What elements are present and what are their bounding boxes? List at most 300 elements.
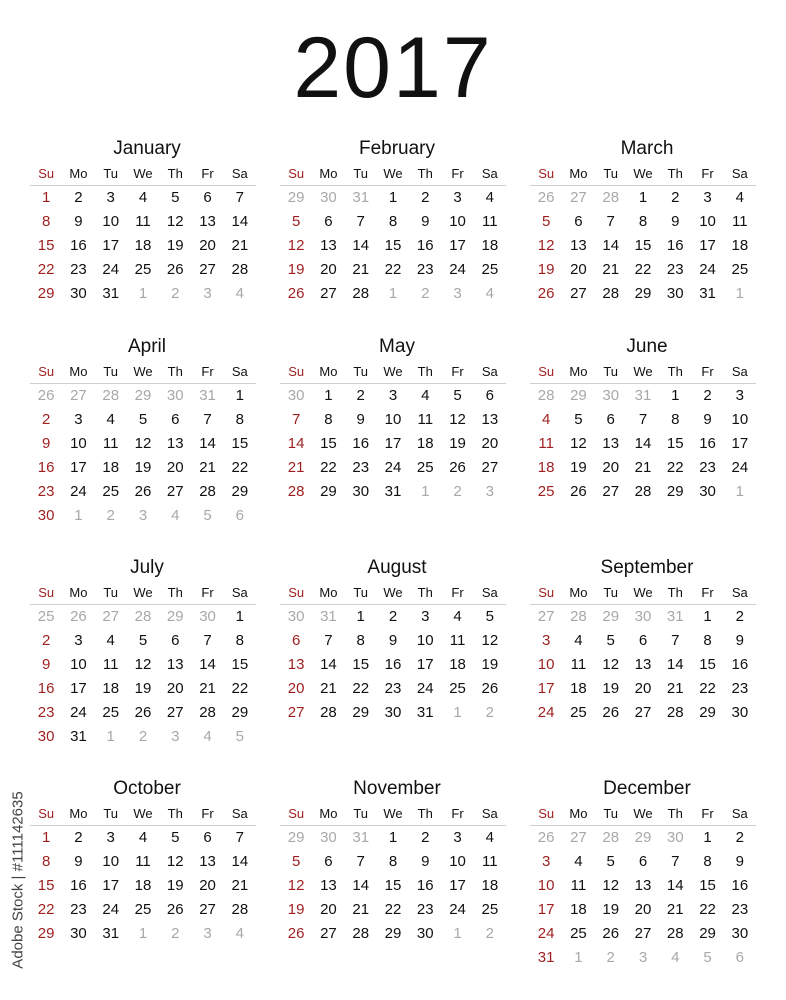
- day-cell: 25: [102, 483, 120, 500]
- day-cell: 28: [602, 285, 620, 302]
- day-cell: 10: [537, 877, 555, 894]
- month-april: [30, 334, 256, 528]
- day-cell: 6: [203, 829, 212, 846]
- day-cell: 7: [203, 411, 212, 428]
- day-cell: 1: [388, 189, 398, 206]
- week-row: [280, 210, 506, 234]
- week-row: [280, 432, 506, 456]
- day-cell: 25: [134, 261, 152, 278]
- weekday-header: [30, 581, 256, 605]
- day-cell: 5: [574, 411, 583, 428]
- day-cell: 4: [106, 632, 115, 649]
- day-cell: 9: [74, 213, 83, 230]
- weekday-header: [530, 360, 756, 384]
- weekday-label: Su: [288, 585, 305, 600]
- adjacent-month-day: 29: [602, 608, 620, 625]
- day-cell: 21: [199, 680, 216, 697]
- day-cell: 16: [70, 237, 87, 254]
- week-row: [30, 480, 256, 504]
- day-cell: 2: [671, 189, 680, 206]
- weekday-label: Su: [288, 364, 305, 379]
- day-cell: 2: [703, 387, 712, 404]
- weekday-header: [530, 581, 756, 605]
- weekday-label: Th: [417, 806, 433, 821]
- adjacent-month-day: 4: [671, 949, 680, 966]
- day-cell: 12: [134, 656, 152, 673]
- day-cell: 25: [537, 483, 555, 500]
- day-cell: 29: [231, 483, 249, 500]
- week-row: [30, 605, 256, 629]
- day-cell: 24: [102, 261, 120, 278]
- day-cell: 19: [166, 237, 184, 254]
- day-cell: 18: [102, 459, 120, 476]
- day-cell: 27: [320, 925, 337, 942]
- weekday-label: Tu: [103, 166, 119, 181]
- day-cell: 20: [320, 901, 337, 918]
- day-cell: 7: [671, 853, 680, 870]
- day-cell: 7: [671, 632, 680, 649]
- weekday-label: Tu: [353, 364, 369, 379]
- week-row: [30, 874, 256, 898]
- adjacent-month-day: 29: [287, 189, 305, 206]
- weekday-label: Fr: [451, 166, 464, 181]
- week-row: [280, 629, 506, 653]
- weekday-label: Su: [538, 166, 555, 181]
- adjacent-month-day: 5: [235, 728, 244, 745]
- week-row: [530, 186, 756, 210]
- weekday-label: Tu: [103, 364, 119, 379]
- day-cell: 19: [287, 901, 305, 918]
- day-cell: 13: [166, 435, 184, 452]
- day-cell: 6: [606, 411, 615, 428]
- day-cell: 5: [171, 189, 180, 206]
- day-cell: 28: [231, 261, 249, 278]
- weekday-label: Mo: [319, 585, 338, 600]
- adjacent-month-day: 31: [320, 608, 337, 625]
- weekday-label: Mo: [69, 166, 88, 181]
- day-cell: 29: [699, 925, 716, 942]
- day-cell: 3: [74, 411, 83, 428]
- day-cell: 28: [666, 925, 684, 942]
- day-cell: 22: [320, 459, 337, 476]
- adjacent-month-day: 29: [287, 829, 305, 846]
- adjacent-month-day: 27: [70, 387, 87, 404]
- day-cell: 20: [570, 261, 587, 278]
- day-cell: 21: [231, 877, 249, 894]
- day-cell: 7: [203, 632, 212, 649]
- weekday-label: We: [633, 585, 653, 600]
- day-cell: 29: [320, 483, 337, 500]
- week-row: [280, 605, 506, 629]
- adjacent-month-day: 28: [134, 608, 152, 625]
- day-cell: 21: [352, 901, 370, 918]
- day-cell: 26: [481, 680, 499, 697]
- day-cell: 13: [602, 435, 620, 452]
- day-cell: 15: [352, 656, 370, 673]
- day-cell: 22: [37, 901, 55, 918]
- day-cell: 16: [37, 459, 55, 476]
- adjacent-month-day: 2: [453, 483, 462, 500]
- day-cell: 26: [570, 483, 587, 500]
- day-cell: 10: [70, 656, 87, 673]
- day-cell: 17: [449, 877, 466, 894]
- day-cell: 11: [538, 435, 554, 452]
- weekday-label: Tu: [103, 585, 119, 600]
- adjacent-month-day: 2: [421, 285, 430, 302]
- day-cell: 19: [570, 459, 587, 476]
- adjacent-month-day: 29: [570, 387, 587, 404]
- adjacent-month-day: 1: [453, 925, 462, 942]
- adjacent-month-day: 3: [638, 949, 648, 966]
- day-cell: 2: [74, 189, 83, 206]
- day-cell: 26: [449, 459, 466, 476]
- adjacent-month-day: 2: [485, 925, 494, 942]
- month-march: [530, 136, 756, 306]
- day-cell: 8: [324, 411, 333, 428]
- day-cell: 3: [703, 189, 712, 206]
- adjacent-month-day: 3: [203, 925, 212, 942]
- week-row: [30, 258, 256, 282]
- weekday-header: [530, 162, 756, 186]
- month-january: [30, 136, 256, 306]
- day-cell: 9: [74, 853, 83, 870]
- weekday-label: Su: [38, 364, 55, 379]
- day-cell: 1: [671, 387, 680, 404]
- day-cell: 4: [574, 853, 583, 870]
- weekday-label: We: [383, 166, 403, 181]
- day-cell: 16: [731, 877, 749, 894]
- week-row: [30, 677, 256, 701]
- weekday-label: We: [633, 364, 653, 379]
- day-cell: 26: [602, 925, 620, 942]
- day-cell: 8: [235, 632, 244, 649]
- weekday-label: Sa: [231, 166, 248, 181]
- weekday-label: Mo: [69, 806, 88, 821]
- day-cell: 28: [320, 704, 337, 721]
- day-cell: 27: [199, 901, 216, 918]
- day-cell: 14: [666, 877, 684, 894]
- weekday-label: Th: [167, 364, 183, 379]
- month-february: [280, 136, 506, 306]
- day-cell: 26: [287, 925, 305, 942]
- weekday-label: Sa: [731, 585, 748, 600]
- day-cell: 18: [416, 435, 434, 452]
- day-cell: 11: [482, 213, 498, 230]
- day-cell: 13: [570, 237, 587, 254]
- month-name: February: [358, 138, 436, 159]
- day-cell: 31: [416, 704, 434, 721]
- day-cell: 29: [666, 483, 684, 500]
- week-row: [530, 874, 756, 898]
- watermark-text: Adobe Stock | #111142635: [9, 791, 27, 969]
- day-cell: 17: [102, 877, 120, 894]
- day-cell: 17: [449, 237, 466, 254]
- weekday-header: [530, 802, 756, 826]
- day-cell: 19: [537, 261, 555, 278]
- day-cell: 29: [384, 925, 402, 942]
- adjacent-month-day: 27: [570, 189, 587, 206]
- adjacent-month-day: 27: [537, 608, 555, 625]
- day-cell: 11: [135, 853, 151, 870]
- weekday-label: Mo: [319, 364, 338, 379]
- day-cell: 10: [70, 435, 87, 452]
- weekday-label: Th: [667, 166, 683, 181]
- day-cell: 29: [37, 285, 55, 302]
- week-row: [530, 898, 756, 922]
- adjacent-month-day: 2: [138, 728, 148, 745]
- day-cell: 14: [320, 656, 337, 673]
- day-cell: 13: [166, 656, 184, 673]
- adjacent-month-day: 26: [537, 189, 555, 206]
- day-cell: 24: [537, 704, 555, 721]
- day-cell: 15: [699, 877, 716, 894]
- day-cell: 16: [384, 656, 402, 673]
- adjacent-month-day: 3: [485, 483, 494, 500]
- week-row: [280, 850, 506, 874]
- day-cell: 10: [449, 853, 466, 870]
- week-row: [530, 480, 756, 504]
- day-cell: 1: [388, 829, 398, 846]
- day-cell: 26: [602, 704, 620, 721]
- day-cell: 28: [199, 704, 216, 721]
- adjacent-month-day: 30: [320, 829, 337, 846]
- day-cell: 28: [231, 901, 249, 918]
- day-cell: 30: [416, 925, 434, 942]
- day-cell: 6: [171, 411, 180, 428]
- adjacent-month-day: 26: [70, 608, 87, 625]
- day-cell: 1: [703, 608, 712, 625]
- month-name: April: [127, 336, 166, 357]
- day-cell: 22: [384, 901, 402, 918]
- weekday-label: Mo: [569, 585, 588, 600]
- day-cell: 8: [671, 411, 680, 428]
- weekday-label: We: [383, 806, 403, 821]
- weekday-label: Su: [288, 806, 305, 821]
- day-cell: 9: [671, 213, 680, 230]
- day-cell: 31: [102, 285, 120, 302]
- week-row: [280, 234, 506, 258]
- day-cell: 29: [352, 704, 370, 721]
- day-cell: 20: [634, 680, 652, 697]
- week-row: [280, 186, 506, 210]
- day-cell: 25: [416, 459, 434, 476]
- adjacent-month-day: 1: [574, 949, 583, 966]
- adjacent-month-day: 25: [37, 608, 55, 625]
- day-cell: 30: [37, 507, 55, 524]
- adjacent-month-day: 30: [666, 829, 684, 846]
- day-cell: 11: [732, 213, 748, 230]
- day-cell: 18: [481, 237, 499, 254]
- month-june: [530, 334, 756, 504]
- day-cell: 8: [388, 853, 398, 870]
- day-cell: 28: [287, 483, 305, 500]
- week-row: [280, 384, 506, 408]
- day-cell: 13: [481, 411, 499, 428]
- day-cell: 26: [166, 261, 184, 278]
- weekday-label: Mo: [569, 166, 588, 181]
- day-cell: 12: [166, 853, 184, 870]
- day-cell: 8: [235, 411, 244, 428]
- weekday-label: Fr: [451, 585, 464, 600]
- day-cell: 13: [320, 237, 337, 254]
- day-cell: 9: [356, 411, 365, 428]
- day-cell: 18: [537, 459, 555, 476]
- day-cell: 15: [384, 877, 402, 894]
- adjacent-month-day: 5: [703, 949, 712, 966]
- day-cell: 8: [703, 632, 712, 649]
- week-row: [30, 922, 256, 946]
- day-cell: 6: [203, 189, 212, 206]
- weekday-label: Fr: [701, 585, 714, 600]
- day-cell: 5: [453, 387, 462, 404]
- day-cell: 2: [74, 829, 83, 846]
- week-row: [30, 725, 256, 749]
- day-cell: 20: [166, 459, 184, 476]
- day-cell: 22: [231, 680, 249, 697]
- day-cell: 8: [41, 853, 51, 870]
- day-cell: 22: [37, 261, 55, 278]
- adjacent-month-day: 1: [138, 285, 148, 302]
- day-cell: 21: [602, 261, 620, 278]
- day-cell: 12: [166, 213, 184, 230]
- month-name: August: [367, 557, 427, 578]
- week-row: [30, 210, 256, 234]
- week-row: [280, 826, 506, 850]
- day-cell: 13: [320, 877, 337, 894]
- day-cell: 16: [416, 237, 434, 254]
- weekday-label: Sa: [481, 585, 498, 600]
- day-cell: 20: [602, 459, 620, 476]
- day-cell: 22: [384, 261, 402, 278]
- day-cell: 19: [134, 680, 152, 697]
- day-cell: 8: [703, 853, 712, 870]
- day-cell: 4: [138, 829, 148, 846]
- day-cell: 5: [485, 608, 494, 625]
- weekday-label: Tu: [353, 166, 369, 181]
- day-cell: 21: [287, 459, 305, 476]
- day-cell: 24: [699, 261, 716, 278]
- week-row: [280, 480, 506, 504]
- month-name: July: [130, 557, 164, 578]
- weekday-label: Fr: [451, 364, 464, 379]
- weekday-label: Th: [167, 166, 183, 181]
- weekday-label: Th: [417, 585, 433, 600]
- day-cell: 20: [199, 877, 216, 894]
- weekday-label: Tu: [603, 585, 619, 600]
- weekday-label: Fr: [701, 806, 714, 821]
- day-cell: 22: [352, 680, 370, 697]
- day-cell: 30: [70, 925, 87, 942]
- weekday-label: Mo: [69, 585, 88, 600]
- day-cell: 21: [199, 459, 216, 476]
- week-row: [30, 629, 256, 653]
- day-cell: 17: [731, 435, 749, 452]
- day-cell: 19: [449, 435, 466, 452]
- day-cell: 24: [731, 459, 749, 476]
- day-cell: 15: [384, 237, 402, 254]
- day-cell: 5: [291, 853, 301, 870]
- day-cell: 11: [570, 656, 587, 673]
- day-cell: 28: [634, 483, 652, 500]
- weekday-label: Tu: [603, 806, 619, 821]
- weekday-label: Tu: [103, 806, 119, 821]
- day-cell: 15: [634, 237, 652, 254]
- day-cell: 19: [287, 261, 305, 278]
- day-cell: 26: [166, 901, 184, 918]
- week-row: [530, 677, 756, 701]
- month-name: September: [600, 557, 694, 578]
- day-cell: 27: [570, 285, 587, 302]
- adjacent-month-day: 26: [37, 387, 55, 404]
- day-cell: 27: [602, 483, 620, 500]
- weekday-label: Su: [38, 806, 55, 821]
- adjacent-month-day: 30: [287, 608, 305, 625]
- adjacent-month-day: 30: [287, 387, 305, 404]
- day-cell: 30: [731, 925, 749, 942]
- adjacent-month-day: 29: [134, 387, 152, 404]
- adjacent-month-day: 28: [602, 829, 620, 846]
- day-cell: 27: [166, 704, 184, 721]
- weekday-label: Mo: [319, 806, 338, 821]
- day-cell: 3: [106, 189, 115, 206]
- day-cell: 30: [699, 483, 716, 500]
- day-cell: 24: [537, 925, 555, 942]
- weekday-label: Fr: [201, 585, 214, 600]
- day-cell: 7: [356, 213, 365, 230]
- day-cell: 3: [735, 387, 744, 404]
- adjacent-month-day: 27: [102, 608, 120, 625]
- day-cell: 19: [134, 459, 152, 476]
- week-row: [30, 826, 256, 850]
- day-cell: 30: [384, 704, 402, 721]
- day-cell: 30: [70, 285, 87, 302]
- day-cell: 3: [541, 853, 551, 870]
- week-row: [280, 258, 506, 282]
- adjacent-month-day: 2: [485, 704, 494, 721]
- day-cell: 12: [287, 237, 305, 254]
- week-row: [530, 258, 756, 282]
- month-name: June: [626, 336, 668, 357]
- day-cell: 19: [602, 901, 620, 918]
- day-cell: 23: [416, 901, 434, 918]
- day-cell: 13: [634, 877, 652, 894]
- day-cell: 25: [570, 925, 587, 942]
- day-cell: 21: [352, 261, 370, 278]
- adjacent-month-day: 6: [735, 949, 744, 966]
- weekday-label: Mo: [319, 166, 338, 181]
- weekday-label: Fr: [201, 364, 214, 379]
- week-row: [30, 456, 256, 480]
- day-cell: 7: [324, 632, 333, 649]
- day-cell: 23: [731, 901, 749, 918]
- weekday-label: Sa: [231, 806, 248, 821]
- adjacent-month-day: 30: [602, 387, 620, 404]
- day-cell: 25: [731, 261, 749, 278]
- adjacent-month-day: 2: [106, 507, 115, 524]
- week-row: [30, 408, 256, 432]
- day-cell: 5: [171, 829, 180, 846]
- day-cell: 23: [70, 901, 87, 918]
- day-cell: 20: [166, 680, 184, 697]
- weekday-header: [280, 360, 506, 384]
- weekday-label: Fr: [701, 166, 714, 181]
- day-cell: 10: [699, 213, 716, 230]
- day-cell: 10: [416, 632, 434, 649]
- week-row: [530, 701, 756, 725]
- day-cell: 27: [634, 704, 652, 721]
- day-cell: 26: [134, 704, 152, 721]
- weekday-label: Su: [38, 166, 55, 181]
